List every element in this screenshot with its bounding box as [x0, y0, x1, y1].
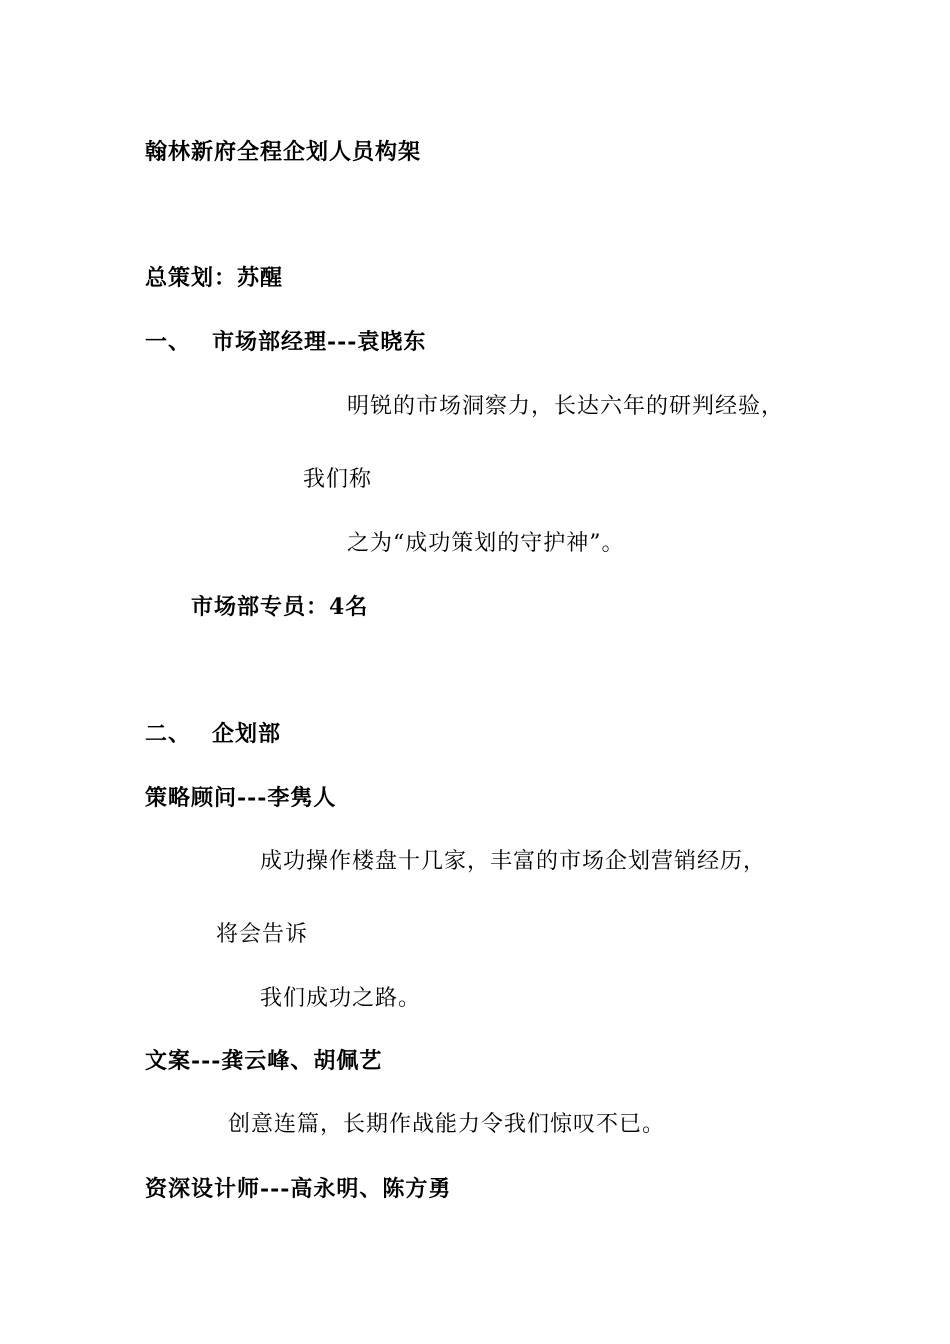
section-2-number: 二、: [145, 721, 192, 747]
section-2-title: 企划部: [212, 721, 282, 747]
strategy-desc-line-1: 成功操作楼盘十几家，丰富的市场企划营销经历，: [260, 849, 767, 874]
section-2-heading: [145, 720, 281, 748]
copywriter-desc: 创意连篇，长期作战能力令我们惊叹不已。: [228, 1112, 666, 1137]
strategy-desc-line-3: 我们成功之路。: [260, 986, 422, 1011]
section-1-desc-line-1: 明锐的市场洞察力，长达六年的研判经验，: [347, 394, 785, 419]
document-title: 翰林新府全程企划人员构架: [145, 139, 422, 165]
section-1-desc-line-2: 我们称: [303, 467, 373, 492]
copywriter-heading: 文案---龚云峰、胡佩艺: [145, 1048, 383, 1074]
chief-planner: 总策划：苏醒: [145, 265, 284, 291]
section-1-heading: [145, 328, 426, 356]
section-1-number: 一、: [145, 329, 192, 355]
strategy-advisor-heading: 策略顾问---李隽人: [145, 785, 337, 811]
section-1-desc-line-3: 之为“成功策划的守护神”。: [347, 531, 625, 556]
section-1-title: 市场部经理---袁晓东: [212, 329, 427, 355]
market-staff: 市场部专员：4名: [191, 594, 369, 620]
strategy-desc-line-2: 将会告诉: [216, 922, 309, 947]
senior-designer-heading: 资深设计师---高永明、陈方勇: [145, 1176, 452, 1202]
